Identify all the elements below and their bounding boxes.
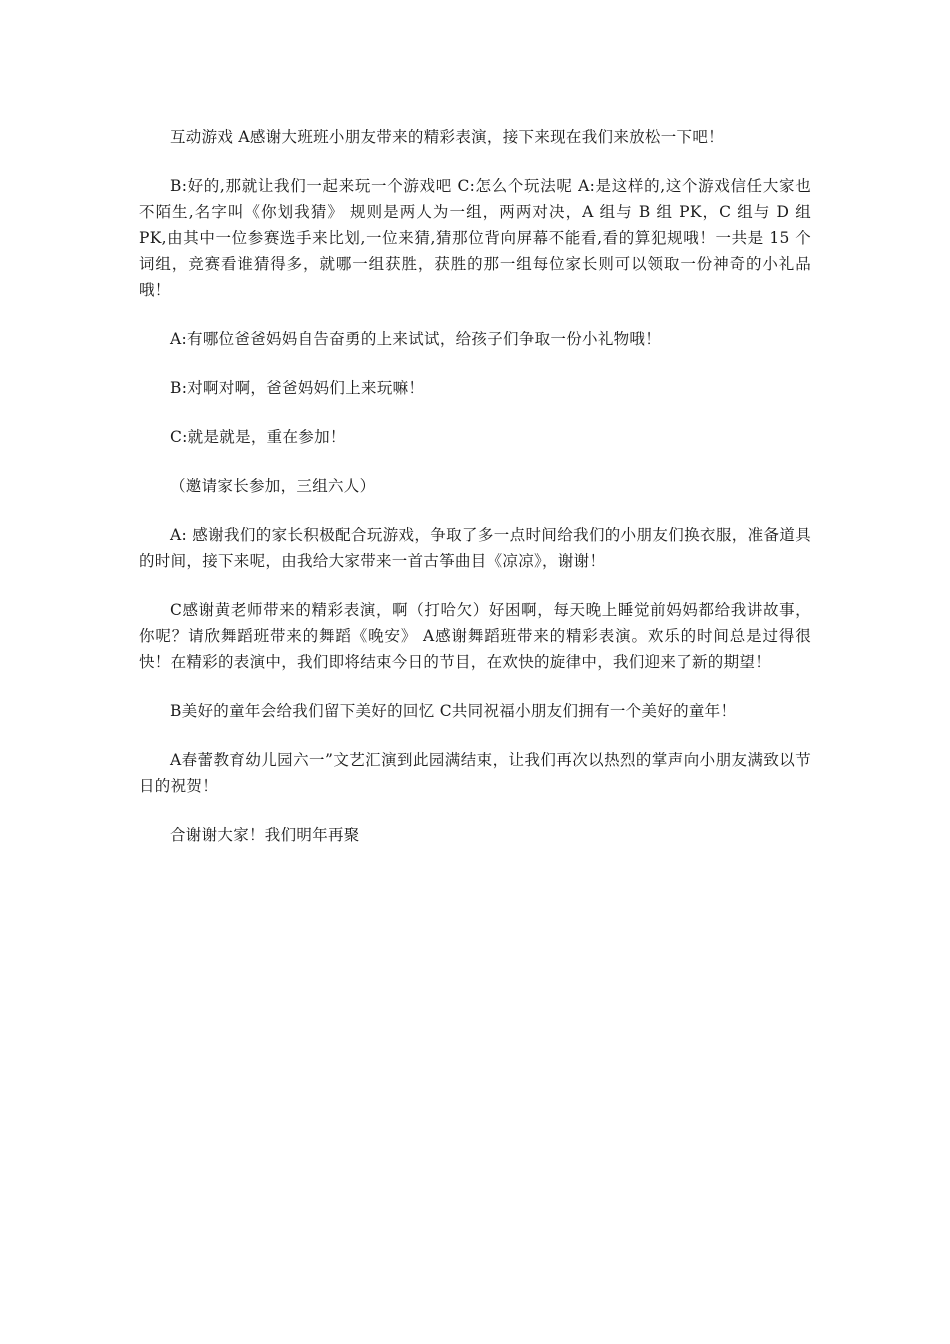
paragraph-farewell: 合谢谢大家！我们明年再聚 [170,826,360,844]
paragraph-guzheng-intro: A: 感谢我们的家长积极配合玩游戏，争取了多一点时间给我们的小朋友们换衣服，准备道具的时间，接下来呢，由我给大家带来一首古筝曲目《凉凉》，谢谢！ [139,526,811,570]
paragraph-c-participate: C:就是就是，重在参加！ [170,428,346,446]
paragraph-closing: A春蕾教育幼儿园六一”文艺汇演到此园满结束，让我们再次以热烈的掌声向小朋友满致以节日的祝贺！ [139,751,811,795]
paragraph-game-intro: 互动游戏 A感谢大班班小朋友带来的精彩表演，接下来现在我们来放松一下吧！ [170,128,724,146]
paragraph-dance-intro: C感谢黄老师带来的精彩表演，啊（打哈欠）好困啊，每天晚上睡觉前妈妈都给我讲故事，你呢？请欣舞蹈班带来的舞蹈《晚安》 A感谢舞蹈班带来的精彩表演。欢乐的时间总是过得很快！在精彩的表演中，我们即将结束今日的节目，在欢快的旋律中，我们迎来了新的期望！ [139,601,811,671]
paragraph-stage-note: （邀请家长参加，三组六人） [170,477,376,495]
paragraph-childhood-wish: B美好的童年会给我们留下美好的回忆 C共同祝福小朋友们拥有一个美好的童年！ [170,702,737,720]
document-body [139,124,811,848]
paragraph-invite-parents: A:有哪位爸爸妈妈自告奋勇的上来试试，给孩子们争取一份小礼物哦！ [170,330,662,348]
paragraph-game-rules: B:好的,那就让我们一起来玩一个游戏吧 C:怎么个玩法呢 A:是这样的,这个游戏信任大家也不陌生,名字叫《你划我猜》 规则是两人为一组，两两对决，A 组与 B 组 PK，C 组与 D 组 PK,由其中一位参赛选手来比划,一位来猜,猜那位背向屏幕不能看,看的算犯规哦！一共是 15 个词组，竞赛看谁猜得多，就哪一组获胜，获胜的那一组每位家长则可以领取一份神奇的小礼品哦！ [139,177,811,299]
paragraph-b-encourage: B:对啊对啊，爸爸妈妈们上来玩嘛！ [170,379,425,397]
